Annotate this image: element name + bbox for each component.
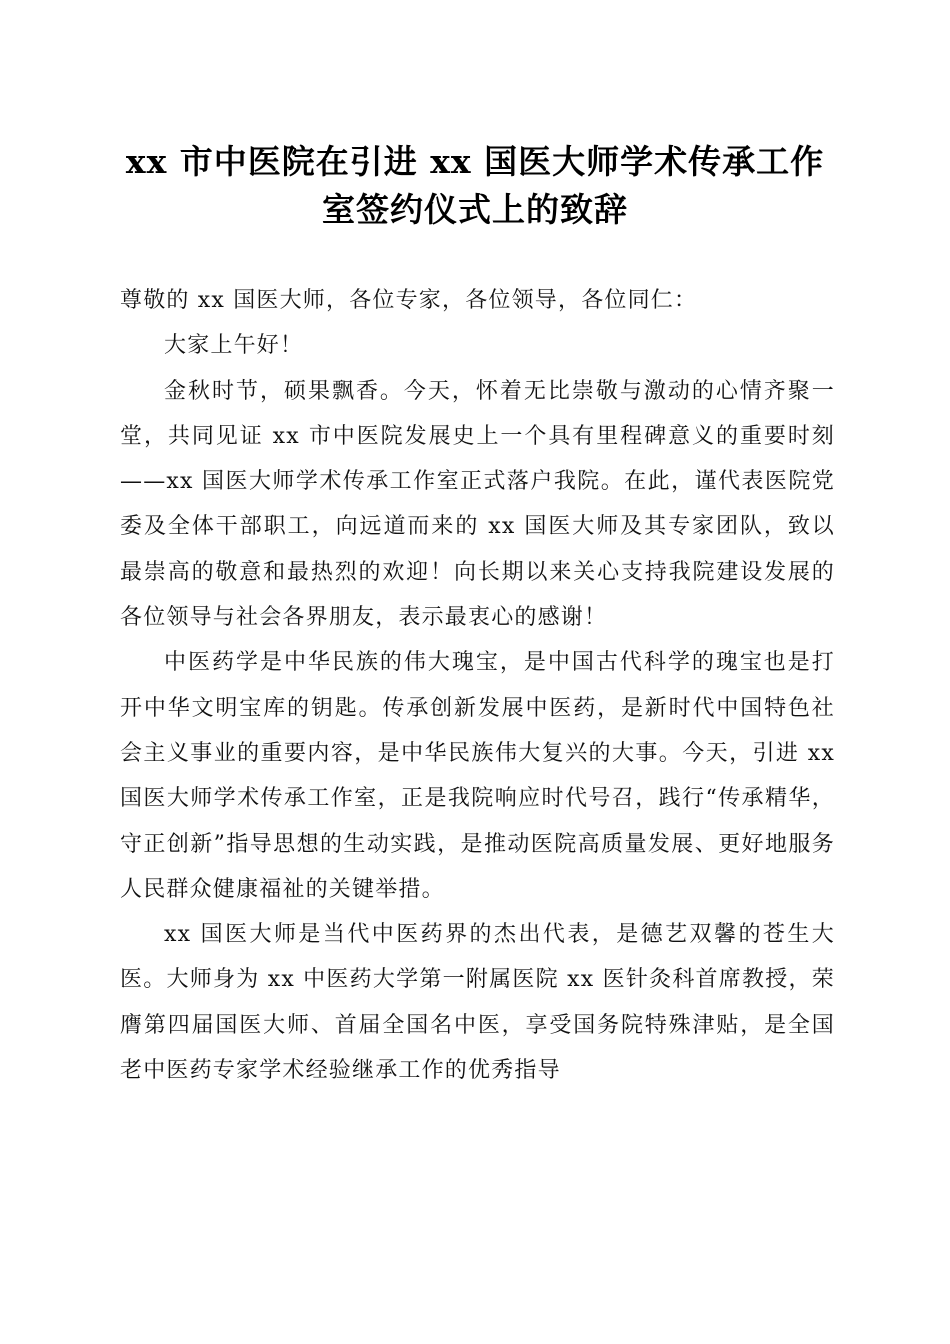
paragraph-3: xx 国医大师是当代中医药界的杰出代表，是德艺双馨的苍生大医。大师身为 xx 中医药大学第一附属医院 xx 医针灸科首席教授，荣膺第四届国医大师、首届全国名中医，享受国务院特殊津贴，是全国老中医药专家学术经验继承工作的优秀指导 xyxy=(120,922,835,1084)
title-line-2: 室签约仪式上的致辞 xyxy=(322,190,628,229)
paragraph-1: 金秋时节，硕果飘香。今天，怀着无比崇敬与激动的心情齐聚一堂，共同见证 xx 市中医院发展史上一个具有里程碑意义的重要时刻——xx 国医大师学术传承工作室正式落户我院。在此，谨代表医院党委及全体干部职工，向远道而来的 xx 国医大师及其专家团队，致以最崇高的敬意和最热烈的欢迎！向长期以来关心支持我院建设发展的各位领导与社会各界朋友，表示最衷心的感谢！ xyxy=(120,378,835,631)
salutation: 尊敬的 xx 国医大师，各位专家，各位领导，各位同仁： xyxy=(120,288,698,313)
document-title xyxy=(110,138,840,234)
greeting: 大家上午好！ xyxy=(164,333,304,359)
title-line-1: xx 市中医院在引进 xx 国医大师学术传承工作 xyxy=(125,142,825,181)
document-body xyxy=(120,278,835,1093)
paragraph-2: 中医药学是中华民族的伟大瑰宝，是中国古代科学的瑰宝也是打开中华文明宝库的钥匙。传承创新发展中医药，是新时代中国特色社会主义事业的重要内容，是中华民族伟大复兴的大事。今天，引进 xx 国医大师学术传承工作室，正是我院响应时代号召，践行“传承精华，守正创新”指导思想的生动实践，是推动医院高质量发展、更好地服务人民群众健康福祉的关键举措。 xyxy=(120,650,835,902)
